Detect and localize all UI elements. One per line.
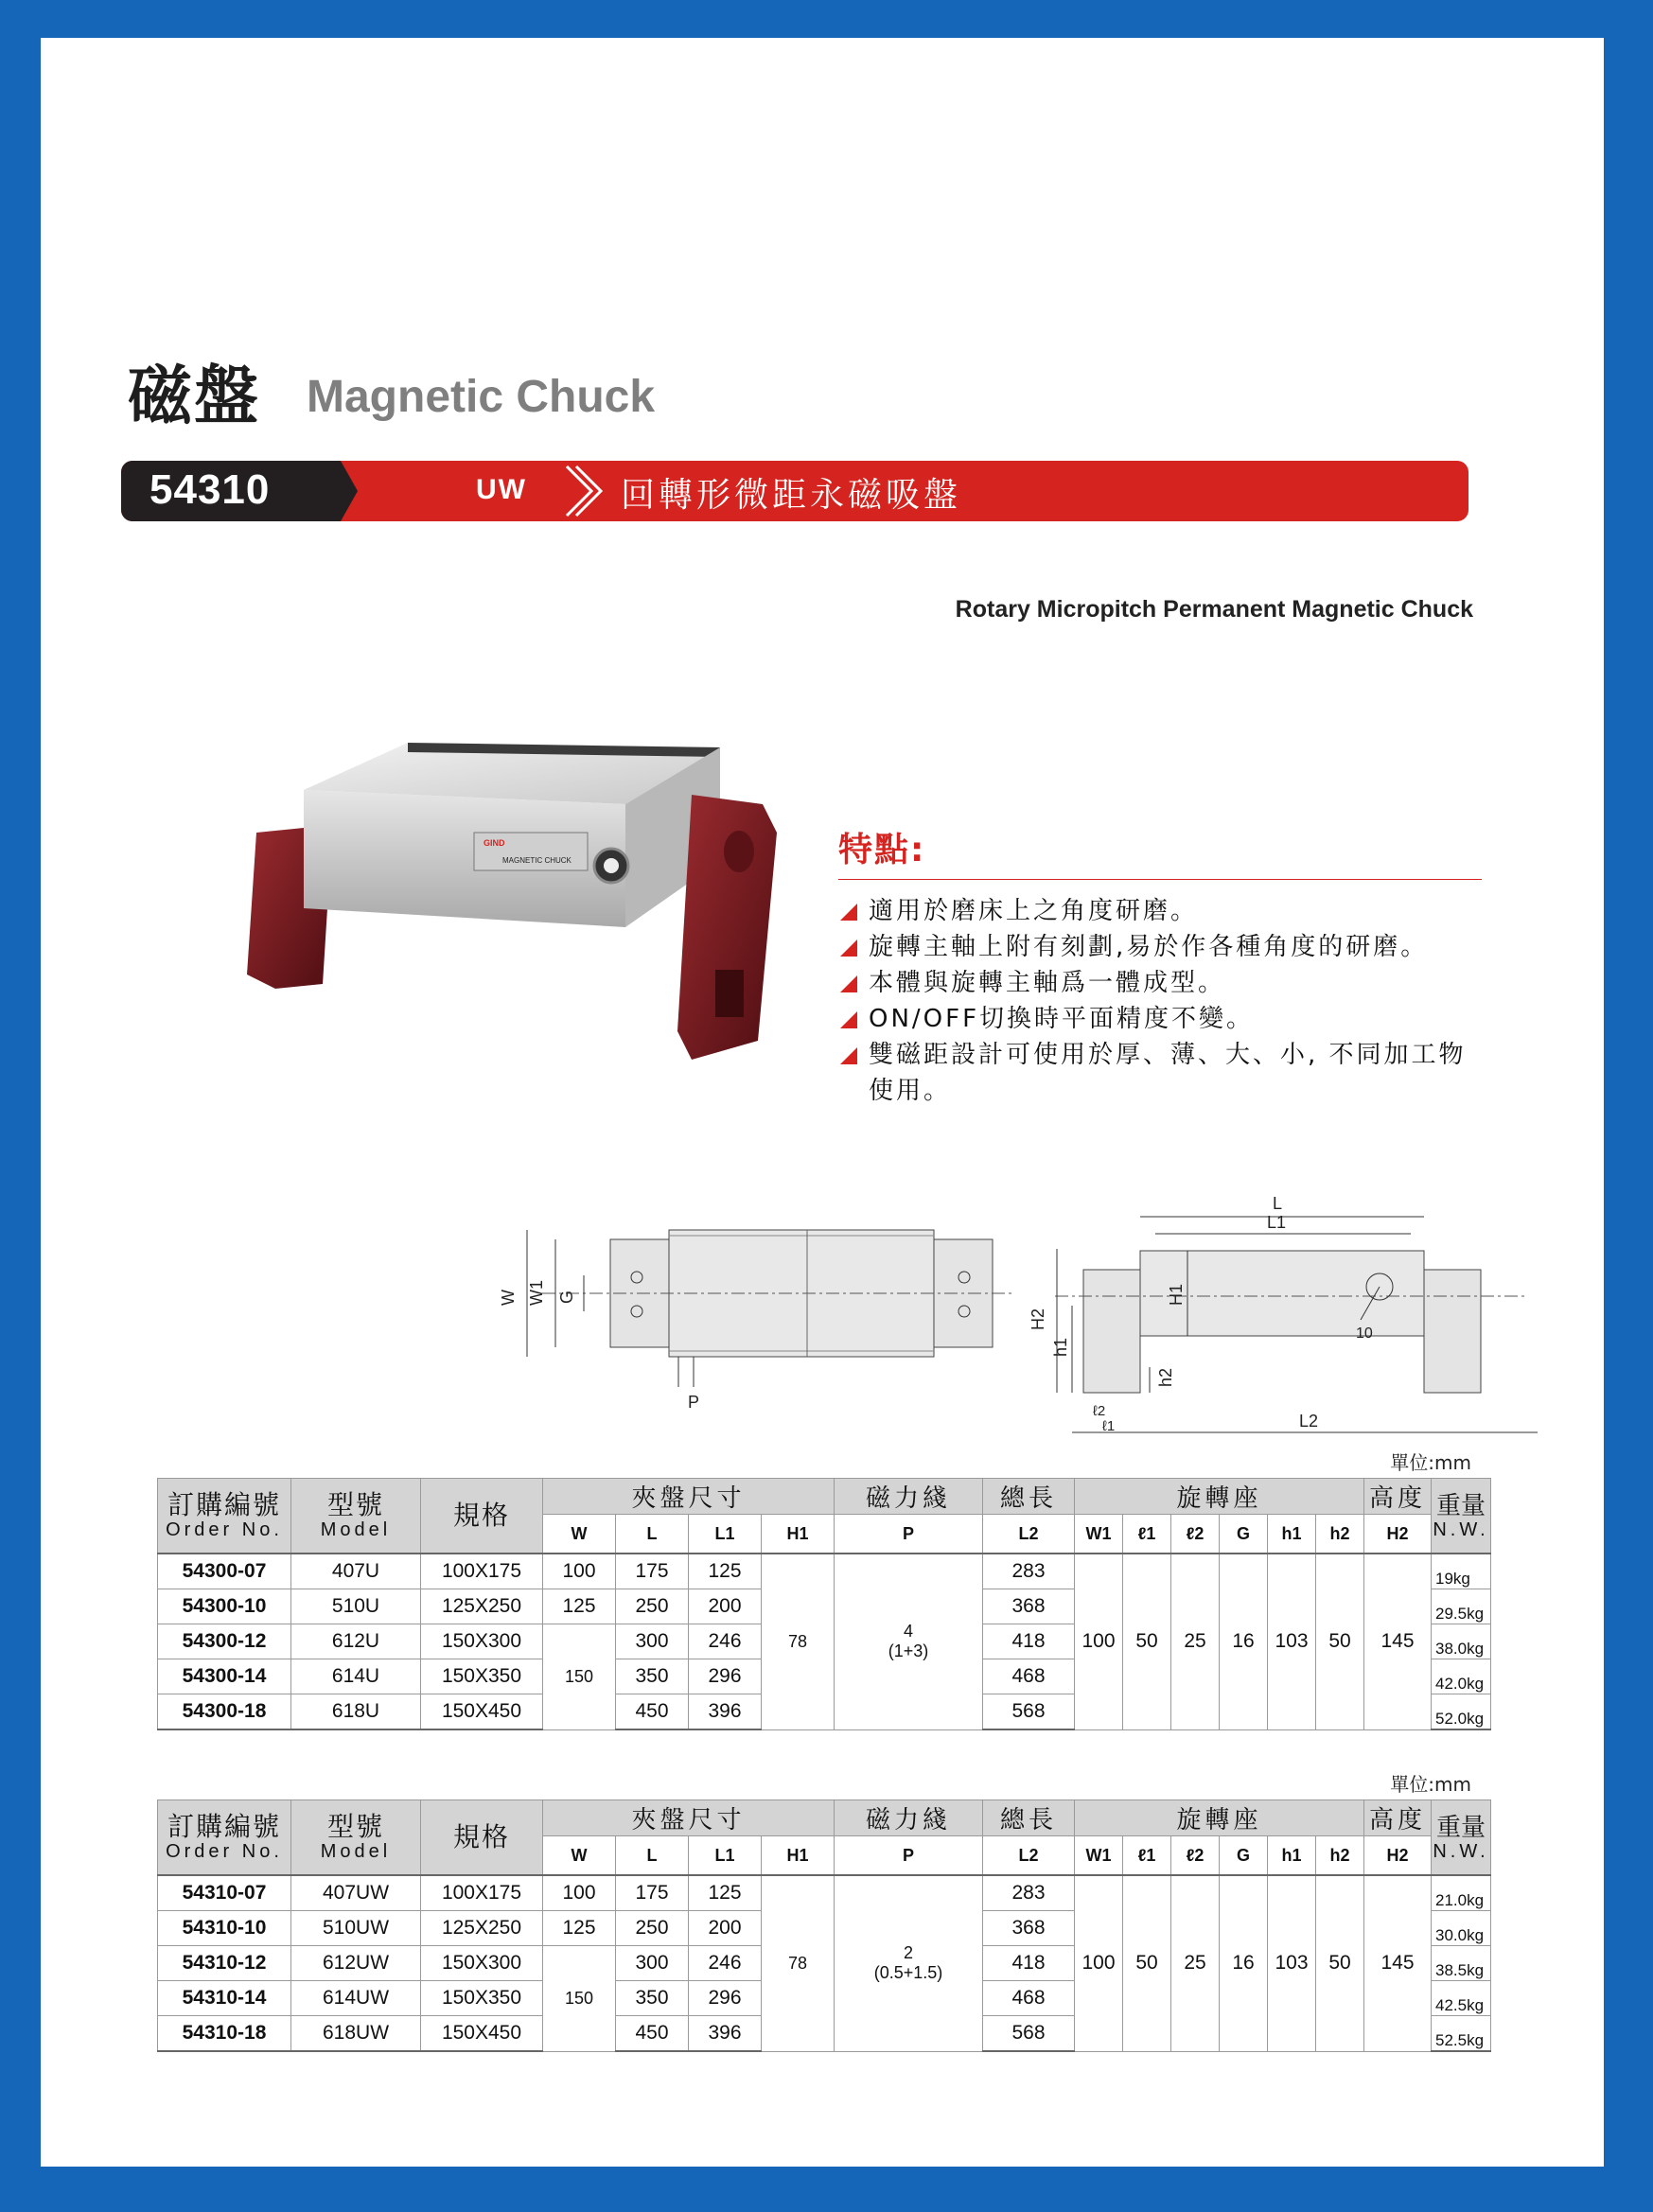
product-code: 54310 bbox=[149, 466, 271, 513]
table-row: 54300-18 618U 150X450 450 396 568 52.0kg bbox=[158, 1694, 1491, 1730]
product-name-cn: 回轉形微距永磁吸盤 bbox=[621, 476, 962, 515]
col-chuck-dim: 夾盤尺寸 bbox=[543, 1800, 835, 1836]
features-list bbox=[838, 893, 1520, 1109]
feature-item: 本體與旋轉主軸爲一體成型。 bbox=[838, 965, 1520, 1001]
bullet-triangle-icon bbox=[840, 975, 857, 992]
table-row: 54300-07 407U 100X175 100 175 125 78 4 (1+3) 283 100 50 25 16 103 50 145 19kg bbox=[158, 1554, 1491, 1589]
bullet-triangle-icon bbox=[840, 1011, 857, 1028]
page-title-cn: 磁盤 bbox=[128, 360, 261, 434]
col-magnetic: 磁力綫 bbox=[835, 1479, 983, 1515]
table-row: 54310-14 614UW 150X350 350 296 468 42.5kg bbox=[158, 1981, 1491, 2016]
svg-text:L: L bbox=[1273, 1194, 1283, 1213]
units-label: 單位:mm bbox=[1390, 1773, 1471, 1796]
feature-item: ON/OFF切換時平面精度不變。 bbox=[838, 1001, 1520, 1037]
product-series: UW bbox=[476, 474, 527, 505]
svg-text:ℓ1: ℓ1 bbox=[1102, 1418, 1116, 1434]
svg-text:H1: H1 bbox=[1167, 1283, 1186, 1306]
col-model: 型號 Model bbox=[291, 1479, 421, 1554]
svg-text:G: G bbox=[557, 1290, 576, 1304]
table-row: 54310-10 510UW 125X250 125 250 200 368 30.0kg bbox=[158, 1911, 1491, 1946]
drawing-side-view bbox=[1029, 1194, 1538, 1434]
chevron-right-icon bbox=[559, 463, 607, 519]
spec-table-54310: 訂購編號 Order No. 型號 Model 規格 夾盤尺寸 磁力綫 總長 旋轉座 高度 重量 N.W. W L L1 H1 P L2 W1 ℓ1 ℓ2 G h1 h2 H2 54310-07 407UW 100X175 100 175 125 78 2 (0.5+1.5) 283 100 50 25 16 103 50 145 21.0kg 54310-10 510UW 125X250 125 250 200 368 30.0kg 54310-12 612UW 150X300 150 300 246 418 38.5kg 54310-14 614UW 150X350 350 296 468 42.5kg 54310-18 618UW 150X450 450 396 568 52.5kg bbox=[157, 1799, 1491, 2052]
col-height: 高度 bbox=[1364, 1479, 1432, 1515]
catalog-page bbox=[41, 38, 1604, 2167]
feature-item: 雙磁距設計可使用於厚、薄、大、小, 不同加工物使用。 bbox=[838, 1037, 1474, 1109]
bullet-triangle-icon bbox=[840, 939, 857, 957]
col-order-no: 訂購編號 Order No. bbox=[158, 1800, 291, 1876]
svg-text:H2: H2 bbox=[1029, 1308, 1047, 1330]
col-height: 高度 bbox=[1364, 1800, 1432, 1836]
svg-text:h2: h2 bbox=[1156, 1367, 1175, 1387]
product-name-en: Rotary Micropitch Permanent Magnetic Chuck bbox=[955, 596, 1473, 623]
table-row: 54300-12 612U 150X300 150 300 246 418 38.0kg bbox=[158, 1624, 1491, 1659]
svg-text:W: W bbox=[499, 1290, 518, 1306]
brand-logo: GIND bbox=[484, 838, 505, 848]
drawing-top-view bbox=[499, 1230, 1015, 1412]
table-row: 54310-12 612UW 150X300 150 300 246 418 38.5kg bbox=[158, 1946, 1491, 1981]
col-magnetic: 磁力綫 bbox=[835, 1800, 983, 1836]
page-title-en: Magnetic Chuck bbox=[307, 372, 656, 422]
table-row: 54310-07 407UW 100X175 100 175 125 78 2 (0.5+1.5) 283 100 50 25 16 103 50 145 21.0kg bbox=[158, 1875, 1491, 1911]
col-order-no: 訂購編號 Order No. bbox=[158, 1479, 291, 1554]
product-banner bbox=[121, 461, 1468, 521]
svg-text:P: P bbox=[688, 1393, 700, 1412]
col-weight: 重量 N.W. bbox=[1432, 1479, 1491, 1554]
col-total-len: 總長 bbox=[983, 1800, 1075, 1836]
col-model: 型號 Model bbox=[291, 1800, 421, 1876]
features-heading: 特點: bbox=[838, 831, 926, 869]
table-row: 54310-18 618UW 150X450 450 396 568 52.5kg bbox=[158, 2016, 1491, 2052]
col-chuck-dim: 夾盤尺寸 bbox=[543, 1479, 835, 1515]
units-label: 單位:mm bbox=[1390, 1451, 1471, 1474]
col-weight: 重量 N.W. bbox=[1432, 1800, 1491, 1876]
col-spec: 規格 bbox=[421, 1800, 543, 1876]
svg-text:h1: h1 bbox=[1051, 1337, 1070, 1357]
features-section bbox=[838, 823, 1520, 1109]
feature-item: 適用於磨床上之角度研磨。 bbox=[838, 893, 1520, 929]
bullet-triangle-icon bbox=[840, 904, 857, 921]
features-divider bbox=[838, 879, 1482, 880]
table-row: 54300-14 614U 150X350 350 296 468 42.0kg bbox=[158, 1659, 1491, 1694]
feature-item: 旋轉主軸上附有刻劃,易於作各種角度的研磨。 bbox=[838, 929, 1520, 965]
technical-drawing bbox=[499, 1164, 1564, 1438]
svg-text:L2: L2 bbox=[1299, 1412, 1319, 1431]
svg-text:10: 10 bbox=[1356, 1325, 1373, 1342]
svg-text:L1: L1 bbox=[1267, 1213, 1287, 1232]
svg-text:W1: W1 bbox=[527, 1280, 546, 1306]
col-total-len: 總長 bbox=[983, 1479, 1075, 1515]
svg-text:MAGNETIC CHUCK: MAGNETIC CHUCK bbox=[502, 856, 572, 865]
col-rotary-base: 旋轉座 bbox=[1075, 1800, 1364, 1836]
col-spec: 規格 bbox=[421, 1479, 543, 1554]
svg-text:ℓ2: ℓ2 bbox=[1093, 1403, 1106, 1419]
table-row: 54300-10 510U 125X250 125 250 200 368 29.5kg bbox=[158, 1589, 1491, 1624]
spec-table-54300: 訂購編號 Order No. 型號 Model 規格 夾盤尺寸 磁力綫 總長 旋轉座 高度 重量 N.W. W L L1 H1 P L2 W1 ℓ1 ℓ2 G h1 h2 H2 54300-07 407U 100X175 100 175 125 78 4 (1+3) 283 100 50 25 16 103 50 145 19kg 54300-10 510U 125X250 125 250 200 368 29.5kg 54300-12 612U 150X300 150 300 246 418 38.0kg 54300-14 614U 150X350 350 296 468 42.0kg 54300-18 618U 150X450 450 396 568 52.0kg bbox=[157, 1478, 1491, 1730]
bullet-triangle-icon bbox=[840, 1047, 857, 1064]
product-photo bbox=[247, 729, 796, 1088]
col-rotary-base: 旋轉座 bbox=[1075, 1479, 1364, 1515]
